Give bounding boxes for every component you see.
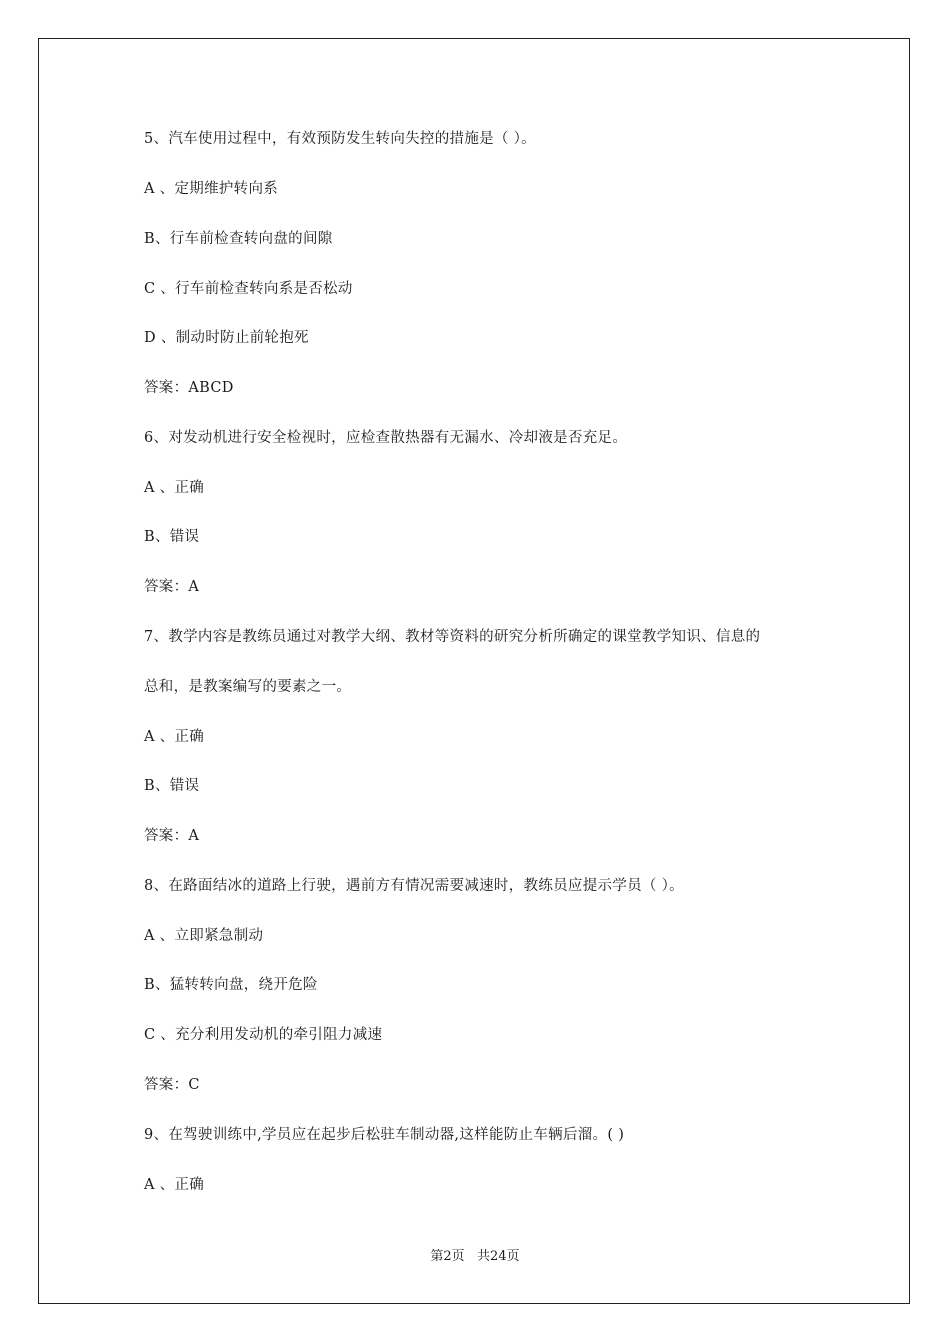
question-5-option-d: D 、制动时防止前轮抱死	[144, 330, 309, 346]
question-7-option-b: B、错误	[144, 778, 200, 794]
page-footer: 第2页 共24页	[430, 1249, 520, 1264]
question-6-option-a: A 、正确	[144, 480, 205, 496]
question-7-text-continued: 总和，是教案编写的要素之一。	[144, 679, 352, 695]
question-8-option-a: A 、立即紧急制动	[144, 928, 264, 944]
question-5-option-b: B、行车前检查转向盘的间隙	[144, 231, 333, 247]
question-7-answer: 答案：A	[144, 828, 200, 844]
question-5-option-a: A 、定期维护转向系	[144, 181, 279, 197]
question-7-text: 7、教学内容是教练员通过对教学大纲、教材等资料的研究分析所确定的课堂教学知识、信息的	[144, 629, 761, 645]
question-5-text: 5、汽车使用过程中，有效预防发生转向失控的措施是（ ）。	[144, 131, 536, 147]
question-8-option-c: C 、充分利用发动机的牵引阻力减速	[144, 1027, 383, 1043]
question-7-option-a: A 、正确	[144, 729, 205, 745]
question-8-answer: 答案：C	[144, 1077, 200, 1093]
question-6-option-b: B、错误	[144, 529, 200, 545]
question-6-answer: 答案：A	[144, 579, 200, 595]
question-5-answer: 答案：ABCD	[144, 380, 234, 396]
question-6-text: 6、对发动机进行安全检视时，应检查散热器有无漏水、冷却液是否充足。	[144, 430, 628, 446]
page-border	[38, 38, 910, 1304]
question-5-option-c: C 、行车前检查转向系是否松动	[144, 281, 353, 297]
question-9-option-a: A 、正确	[144, 1177, 205, 1193]
question-9-text: 9、在驾驶训练中,学员应在起步后松驻车制动器,这样能防止车辆后溜。( )	[144, 1127, 625, 1143]
question-8-option-b: B、猛转转向盘，绕开危险	[144, 977, 318, 993]
question-8-text: 8、在路面结冰的道路上行驶，遇前方有情况需要减速时，教练员应提示学员（ ）。	[144, 878, 684, 894]
